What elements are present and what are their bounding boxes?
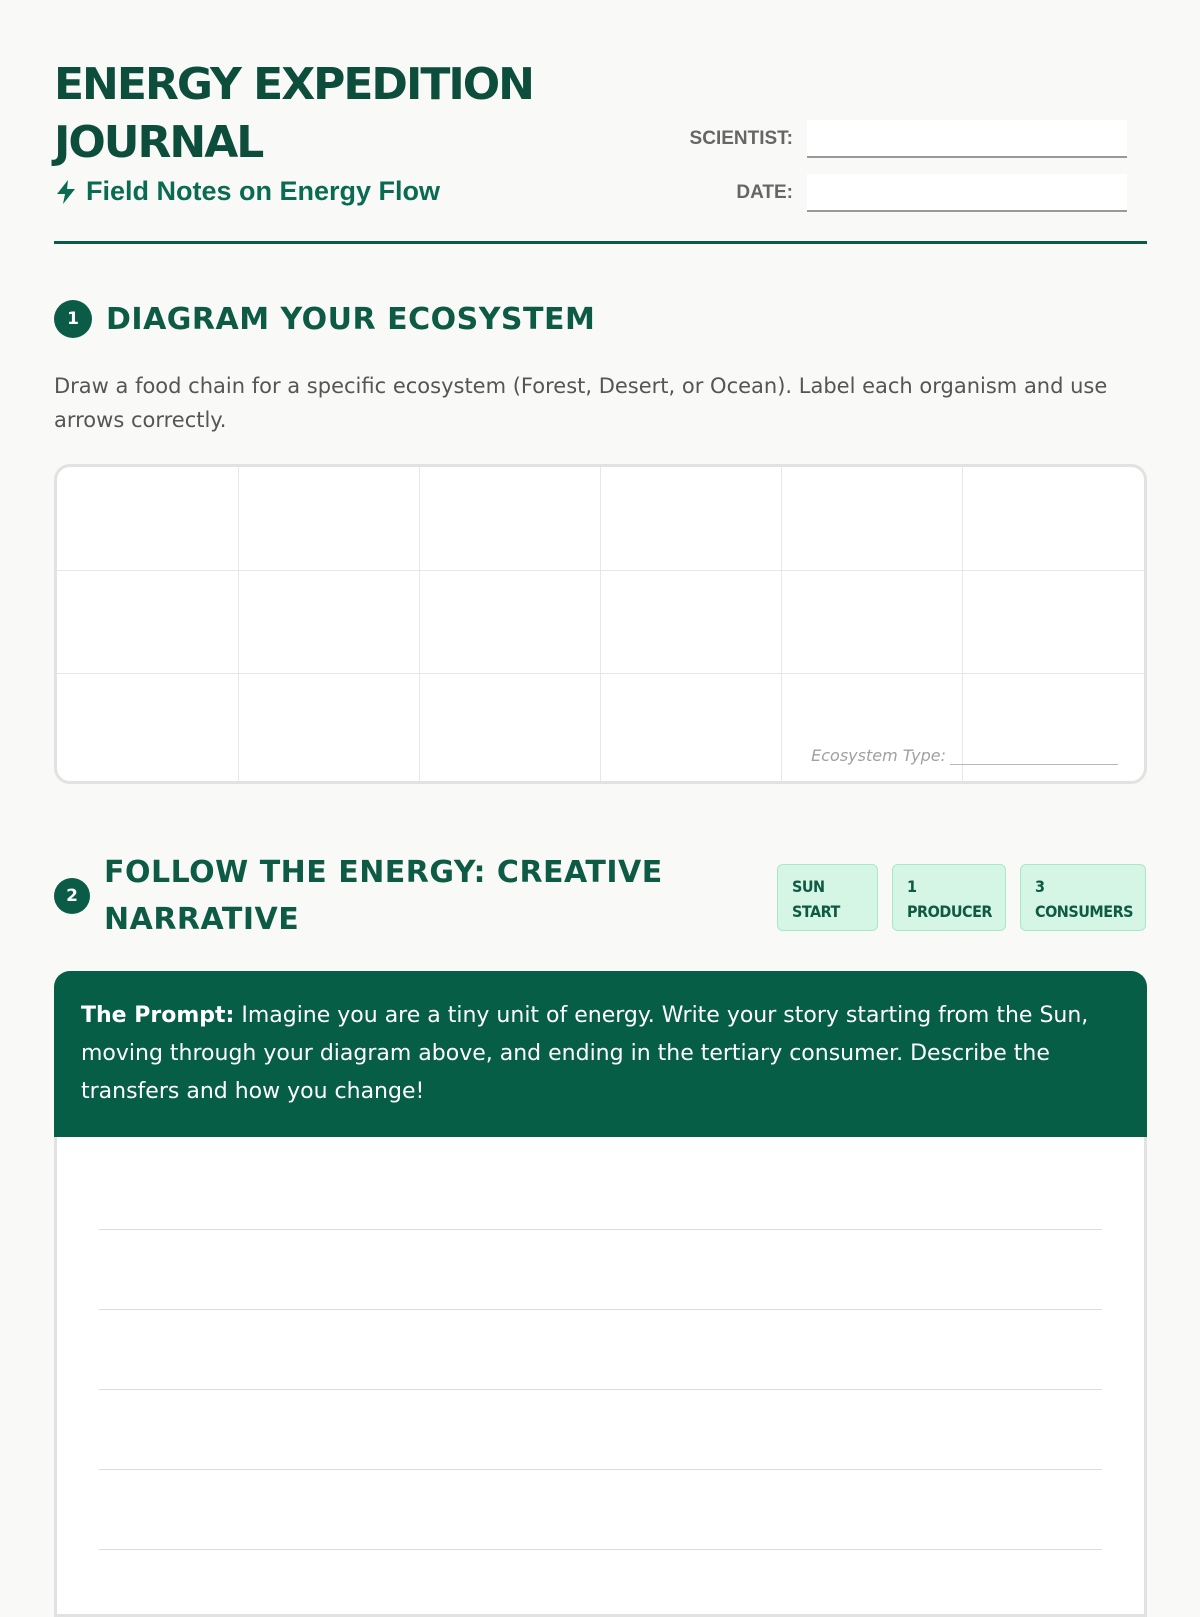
tag-line: 3 [1035,877,1045,896]
section-2-title: FOLLOW THE ENERGY: CREATIVE NARRATIVE [104,855,663,937]
grid-line [57,673,1144,674]
tag-line: PRODUCER [907,902,992,921]
tag-producer [892,864,1006,931]
date-field-row [653,174,1127,212]
header [54,0,1147,244]
section-1-number-badge: 1 [54,300,92,338]
tag-consumers [1020,864,1146,931]
diagram-drawing-area[interactable] [54,464,1147,784]
title-line-1: ENERGY EXPEDITION [54,59,533,110]
section-1-title: DIAGRAM YOUR ECOSYSTEM [106,301,596,337]
prompt-box [54,971,1147,1137]
grid-line [238,467,239,781]
tag-line: CONSUMERS [1035,902,1134,921]
title-line-2: JOURNAL [54,117,263,168]
subtitle [54,176,440,207]
date-input[interactable] [807,174,1127,212]
subtitle-text: Field Notes on Energy Flow [86,176,441,206]
section-1-heading [54,300,595,338]
tag-sun-start [777,864,878,931]
writing-line [99,1549,1102,1550]
page-title [54,56,674,172]
writing-line [99,1229,1102,1230]
ecosystem-type-input[interactable] [950,750,1118,765]
writing-line [99,1309,1102,1310]
grid-line [57,570,1144,571]
tag-line: 1 [907,877,917,896]
date-label: DATE: [736,182,793,203]
scientist-label: SCIENTIST: [689,128,793,149]
writing-line [99,1469,1102,1470]
prompt-text: Imagine you are a tiny unit of energy. Write your story starting from the Sun, moving through your diagram above, and ending in the tertiary consumer. Describe the transfers and how you change! [81,1003,1089,1104]
ecosystem-type-label: Ecosystem Type: [811,746,946,765]
energy-tags [777,864,1146,931]
grid-line [781,467,782,781]
scientist-field-row [653,120,1127,158]
ecosystem-type-field [811,746,1118,765]
worksheet-page [54,0,1147,1104]
prompt-label: The Prompt: [81,1003,235,1028]
writing-line [99,1389,1102,1390]
tag-line: START [792,902,840,921]
grid-line [419,467,420,781]
narrative-writing-area[interactable] [54,1137,1147,1617]
section-1-instructions: Draw a food chain for a specific ecosystem (Forest, Desert, or Ocean). Label each organism and use arrows correctly. [54,374,1108,432]
scientist-input[interactable] [807,120,1127,158]
section-2-heading [54,849,694,943]
bolt-icon [54,179,78,205]
grid-line [962,467,963,781]
grid-line [600,467,601,781]
tag-line: SUN [792,877,825,896]
section-2-number-badge: 2 [54,878,90,914]
